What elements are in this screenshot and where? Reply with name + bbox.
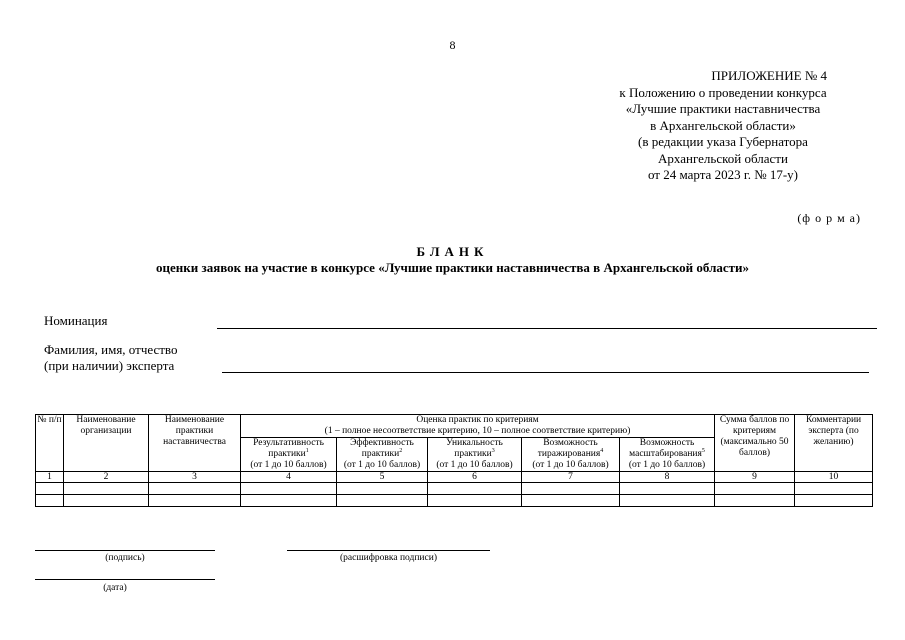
appendix-line: Архангельской области (658, 150, 788, 166)
signature-caption: (подпись) (105, 553, 145, 563)
table-cell[interactable] (715, 495, 795, 507)
table-row (36, 483, 873, 495)
date-line[interactable] (35, 579, 215, 580)
column-number: 3 (149, 472, 241, 483)
header-no: № п/п (36, 415, 64, 472)
appendix-line: в Архангельской области» (650, 117, 796, 133)
title-line-2: оценки заявок на участие в конкурсе «Лучшие практики наставничества в Архангельской области» (155, 260, 750, 275)
table-cell[interactable] (428, 483, 522, 495)
footnote-mark: 3 (491, 447, 495, 454)
header-criterion (620, 438, 715, 472)
header-criterion (522, 438, 620, 472)
column-number: 10 (795, 472, 873, 483)
criterion-scale: (от 1 до 10 баллов) (628, 460, 706, 470)
criterion-name: Результативность практики (253, 438, 324, 459)
header-comment: Комментарии эксперта (по желанию) (795, 415, 873, 472)
appendix-line: от 24 марта 2023 г. № 17-у) (647, 167, 799, 182)
column-number: 6 (428, 472, 522, 483)
criterion-name: Возможность тиражирования (537, 438, 601, 459)
column-number-row (36, 472, 873, 483)
footnote-mark: 5 (701, 447, 705, 454)
signature-decode-caption: (расшифровка подписи) (340, 553, 437, 563)
table-cell[interactable] (620, 495, 715, 507)
date-caption: (дата) (103, 583, 127, 593)
footnote-mark: 4 (600, 447, 604, 454)
table-cell[interactable] (64, 495, 149, 507)
column-number: 5 (337, 472, 428, 483)
nomination-label: Номинация (44, 313, 108, 328)
signature-line[interactable] (35, 550, 215, 551)
appendix-header (573, 68, 873, 184)
appendix-line: к Положению о проведении конкурса (619, 84, 827, 100)
column-number: 7 (522, 472, 620, 483)
title-line-1: БЛАНК (416, 244, 489, 259)
table-cell[interactable] (149, 483, 241, 495)
criterion-name: Возможность масштабирования (629, 438, 702, 459)
expert-name-label-line: Фамилия, имя, отчество (44, 342, 178, 357)
criterion-name: Эффективность практики (350, 438, 414, 459)
header-criterion (337, 438, 428, 472)
table-cell[interactable] (241, 483, 337, 495)
header-criterion (241, 438, 337, 472)
criterion-scale: (от 1 до 10 баллов) (532, 460, 609, 470)
table-cell[interactable] (715, 483, 795, 495)
header-criterion (428, 438, 522, 472)
footnote-mark: 2 (399, 447, 403, 454)
table-cell[interactable] (36, 495, 64, 507)
criteria-title: Оценка практик по критериям (416, 415, 539, 425)
criterion-scale: (от 1 до 10 баллов) (436, 460, 513, 470)
nomination-field[interactable] (217, 328, 877, 329)
table-cell[interactable] (337, 483, 428, 495)
criterion-name: Уникальность практики (446, 438, 503, 459)
expert-name-label (44, 342, 177, 374)
header-organization: Наименование организации (64, 415, 149, 472)
page-number: 8 (449, 38, 456, 52)
table-cell[interactable] (36, 483, 64, 495)
column-number: 9 (715, 472, 795, 483)
table-cell[interactable] (428, 495, 522, 507)
evaluation-table (35, 414, 873, 507)
column-number: 4 (241, 472, 337, 483)
table-cell[interactable] (241, 495, 337, 507)
column-number: 2 (64, 472, 149, 483)
criteria-subtitle: (1 – полное несоответствие критерию, 10 – полное соответствие критерию) (324, 426, 631, 436)
table-cell[interactable] (337, 495, 428, 507)
table-row (36, 495, 873, 507)
appendix-line: «Лучшие практики наставничества (625, 101, 821, 116)
document-title (0, 244, 905, 276)
footnote-mark: 1 (305, 447, 309, 454)
expert-name-field[interactable] (222, 372, 869, 373)
column-number: 8 (620, 472, 715, 483)
table-cell[interactable] (64, 483, 149, 495)
table-cell[interactable] (149, 495, 241, 507)
header-sum: Сумма баллов по критериям (максимально 50 баллов) (715, 415, 795, 472)
header-criteria (241, 415, 715, 438)
table-cell[interactable] (795, 483, 873, 495)
header-practice: Наименование практики наставничества (149, 415, 241, 472)
criterion-scale: (от 1 до 10 баллов) (343, 460, 421, 470)
appendix-line: ПРИЛОЖЕНИЕ № 4 (711, 68, 827, 83)
form-label: (ф о р м а) (797, 211, 861, 225)
expert-name-label-line: (при наличии) эксперта (44, 358, 175, 373)
signature-decode-line[interactable] (287, 550, 490, 551)
table-cell[interactable] (522, 495, 620, 507)
table-cell[interactable] (795, 495, 873, 507)
table-cell[interactable] (620, 483, 715, 495)
criterion-scale: (от 1 до 10 баллов) (250, 460, 327, 470)
table-cell[interactable] (522, 483, 620, 495)
column-number: 1 (36, 472, 64, 483)
appendix-line: (в редакции указа Губернатора (638, 134, 808, 149)
